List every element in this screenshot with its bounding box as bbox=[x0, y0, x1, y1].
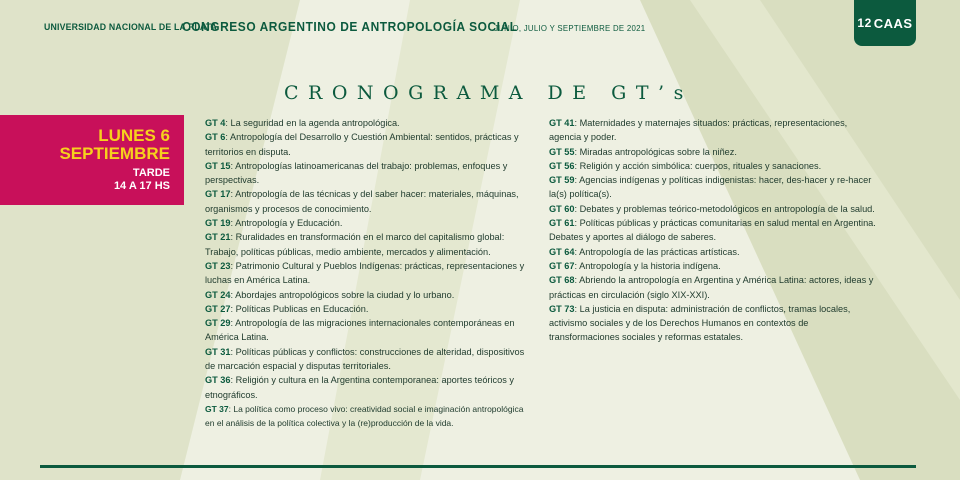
university-name: UNIVERSIDAD NACIONAL DE LA PLATA bbox=[44, 22, 218, 33]
gt-item: GT 19: Antropología y Educación. bbox=[205, 218, 343, 229]
gt-item: GT 73: La justicia en disputa: administración de conflictos, tramas locales, activismo sociales y de los Derechos Humanos en contextos de transformaciones sociales y reformas estatales. bbox=[549, 303, 851, 343]
gt-code: GT 21 bbox=[205, 232, 231, 243]
gt-item: GT 6: Antropología del Desarrollo y Cuestión Ambiental: sentidos, prácticas y territorios en disputa. bbox=[205, 132, 519, 157]
gt-title: La seguridad en la agenda antropológica. bbox=[230, 118, 400, 128]
gt-code: GT 56 bbox=[549, 160, 575, 171]
gt-code: GT 15 bbox=[205, 160, 231, 171]
gt-code: GT 61 bbox=[549, 218, 575, 229]
gt-title: La política como proceso vivo: creatividad social e imaginación antropológica en el análisis de la política colectiva y la (re)producción de la vida. bbox=[205, 403, 524, 429]
gt-list-left bbox=[205, 116, 535, 431]
gt-code: GT 60 bbox=[549, 203, 575, 214]
gt-code: GT 55 bbox=[549, 146, 575, 157]
gt-title: Maternidades y maternajes situados: prácticas, representaciones, agencia y poder. bbox=[549, 118, 848, 143]
gt-title: Religión y cultura en la Argentina contemporanea: aportes teóricos y etnográficos. bbox=[205, 375, 514, 400]
congress-dates: JUNIO, JULIO Y SEPTIEMBRE DE 2021 bbox=[494, 23, 646, 33]
gt-item: GT 61: Políticas públicas y prácticas comunitarias en salud mental en Argentina. Debates y aportes al diálogo de saberes. bbox=[549, 218, 876, 243]
time-line-2: 14 A 17 HS bbox=[113, 180, 170, 192]
time-line-1: TARDE bbox=[132, 167, 170, 179]
gt-item: GT 36: Religión y cultura en la Argentina contemporanea: aportes teóricos y etnográficos. bbox=[205, 375, 514, 400]
gt-title: Abriendo la antropología en Argentina y América Latina: actores, ideas y prácticas en circulación (siglo XIX-XXI). bbox=[549, 275, 874, 300]
day-block bbox=[0, 115, 184, 205]
gt-title: Debates y problemas teórico-metodológicos en antropología de la salud. bbox=[579, 203, 875, 214]
gt-code: GT 4 bbox=[205, 118, 226, 128]
gt-item: GT 37: La política como proceso vivo: creatividad social e imaginación antropológica en el análisis de la política colectiva y la (re)producción de la vida. bbox=[205, 403, 524, 429]
gt-item: GT 56: Religión y acción simbólica: cuerpos, rituales y sanaciones. bbox=[549, 160, 822, 171]
gt-code: GT 37 bbox=[205, 403, 229, 414]
gt-title: Miradas antropológicas sobre la niñez. bbox=[579, 146, 737, 157]
day-label bbox=[59, 127, 170, 163]
gt-code: GT 6 bbox=[205, 132, 226, 143]
gt-item: GT 64: Antropología de las prácticas artísticas. bbox=[549, 246, 740, 257]
page-title: CRONOGRAMA DE GT’s bbox=[284, 82, 693, 104]
gt-title: Religión y acción simbólica: cuerpos, rituales y sanaciones. bbox=[579, 160, 822, 171]
gt-item: GT 59: Agencias indígenas y políticas indigenistas: hacer, des-hacer y re-hacer la(s) política(s). bbox=[549, 175, 872, 200]
bottom-divider bbox=[40, 465, 916, 468]
gt-title: Ruralidades en transformación en el marco del capitalismo global: Trabajo, políticas públicas, medio ambiente, mercados y alimentación. bbox=[205, 232, 505, 257]
gt-title: Abordajes antropológicos sobre la ciudad y lo urbano. bbox=[235, 289, 455, 300]
gt-code: GT 29 bbox=[205, 318, 231, 329]
gt-code: GT 17 bbox=[205, 189, 231, 200]
gt-title: Antropología del Desarrollo y Cuestión Ambiental: sentidos, prácticas y territorios en disputa. bbox=[205, 132, 519, 157]
gt-code: GT 41 bbox=[549, 118, 575, 128]
gt-item: GT 21: Ruralidades en transformación en el marco del capitalismo global: Trabajo, políticas públicas, medio ambiente, mercados y alimentación. bbox=[205, 232, 505, 257]
gt-code: GT 68 bbox=[549, 275, 575, 286]
gt-title: La justicia en disputa: administración de conflictos, tramas locales, activismo sociales y de los Derechos Humanos en contextos de transformaciones sociales y reformas estatales. bbox=[549, 303, 851, 343]
gt-code: GT 67 bbox=[549, 260, 575, 271]
gt-title: Políticas Publicas en Educación. bbox=[235, 303, 369, 314]
gt-title: Antropología y la historia indígena. bbox=[579, 260, 721, 271]
time-label bbox=[114, 167, 170, 193]
caas-logo bbox=[854, 0, 916, 46]
gt-title: Antropología de las técnicas y del saber hacer: materiales, máquinas, organismos y procesos de conocimiento. bbox=[205, 189, 519, 214]
gt-code: GT 23 bbox=[205, 260, 231, 271]
gt-title: Antropologías latinoamericanas del trabajo: problemas, enfoques y perspectivas. bbox=[205, 160, 508, 186]
gt-item: GT 17: Antropología de las técnicas y del saber hacer: materiales, máquinas, organismos y procesos de conocimiento. bbox=[205, 189, 519, 214]
gt-title: Políticas públicas y prácticas comunitarias en salud mental en Argentina. Debates y aportes al diálogo de saberes. bbox=[549, 218, 876, 243]
gt-item: GT 31: Políticas públicas y conflictos: construcciones de alteridad, dispositivos de marcación espacial y disputas territoriales. bbox=[205, 346, 525, 372]
gt-title: Antropología de las prácticas artísticas. bbox=[579, 246, 740, 257]
gt-item: GT 55: Miradas antropológicas sobre la niñez. bbox=[549, 146, 737, 157]
gt-code: GT 64 bbox=[549, 246, 575, 257]
gt-item: GT 23: Patrimonio Cultural y Pueblos Indígenas: prácticas, representaciones y luchas en América Latina. bbox=[205, 260, 525, 286]
header-bar bbox=[0, 0, 960, 46]
gt-title: Patrimonio Cultural y Pueblos Indígenas: prácticas, representaciones y luchas en América Latina. bbox=[205, 260, 525, 286]
gt-code: GT 24 bbox=[205, 289, 231, 300]
gt-item: GT 41: Maternidades y maternajes situados: prácticas, representaciones, agencia y poder. bbox=[549, 118, 848, 143]
gt-code: GT 59 bbox=[549, 175, 575, 186]
logo-number: 12 bbox=[857, 16, 872, 30]
gt-code: GT 19 bbox=[205, 218, 231, 229]
gt-item: GT 60: Debates y problemas teórico-metodológicos en antropología de la salud. bbox=[549, 203, 875, 214]
gt-title: Antropología y Educación. bbox=[235, 218, 343, 229]
gt-title: Políticas públicas y conflictos: construcciones de alteridad, dispositivos de marcación espacial y disputas territoriales. bbox=[205, 346, 525, 372]
gt-list-right bbox=[549, 116, 879, 345]
gt-item: GT 68: Abriendo la antropología en Argentina y América Latina: actores, ideas y prácticas en circulación (siglo XIX-XXI). bbox=[549, 275, 874, 300]
gt-item: GT 24: Abordajes antropológicos sobre la ciudad y lo urbano. bbox=[205, 289, 455, 300]
gt-item: GT 4: La seguridad en la agenda antropológica. bbox=[205, 118, 400, 128]
day-line-2: SEPTIEMBRE bbox=[59, 144, 170, 163]
gt-title: Agencias indígenas y políticas indigenistas: hacer, des-hacer y re-hacer la(s) política(s). bbox=[549, 175, 872, 200]
day-line-1: LUNES 6 bbox=[98, 126, 170, 145]
gt-title: Antropología de las migraciones internacionales contemporáneas en América Latina. bbox=[205, 318, 515, 343]
logo-text: CAAS bbox=[873, 15, 913, 31]
gt-code: GT 27 bbox=[205, 303, 231, 314]
gt-code: GT 73 bbox=[549, 303, 575, 314]
congress-title: CONGRESO ARGENTINO DE ANTROPOLOGÍA SOCIAL bbox=[182, 19, 518, 34]
gt-code: GT 36 bbox=[205, 375, 231, 386]
gt-item: GT 29: Antropología de las migraciones internacionales contemporáneas en América Latina. bbox=[205, 318, 515, 343]
gt-item: GT 15: Antropologías latinoamericanas del trabajo: problemas, enfoques y perspectivas. bbox=[205, 160, 508, 186]
gt-item: GT 67: Antropología y la historia indígena. bbox=[549, 260, 721, 271]
gt-item: GT 27: Políticas Publicas en Educación. bbox=[205, 303, 369, 314]
gt-code: GT 31 bbox=[205, 346, 231, 357]
